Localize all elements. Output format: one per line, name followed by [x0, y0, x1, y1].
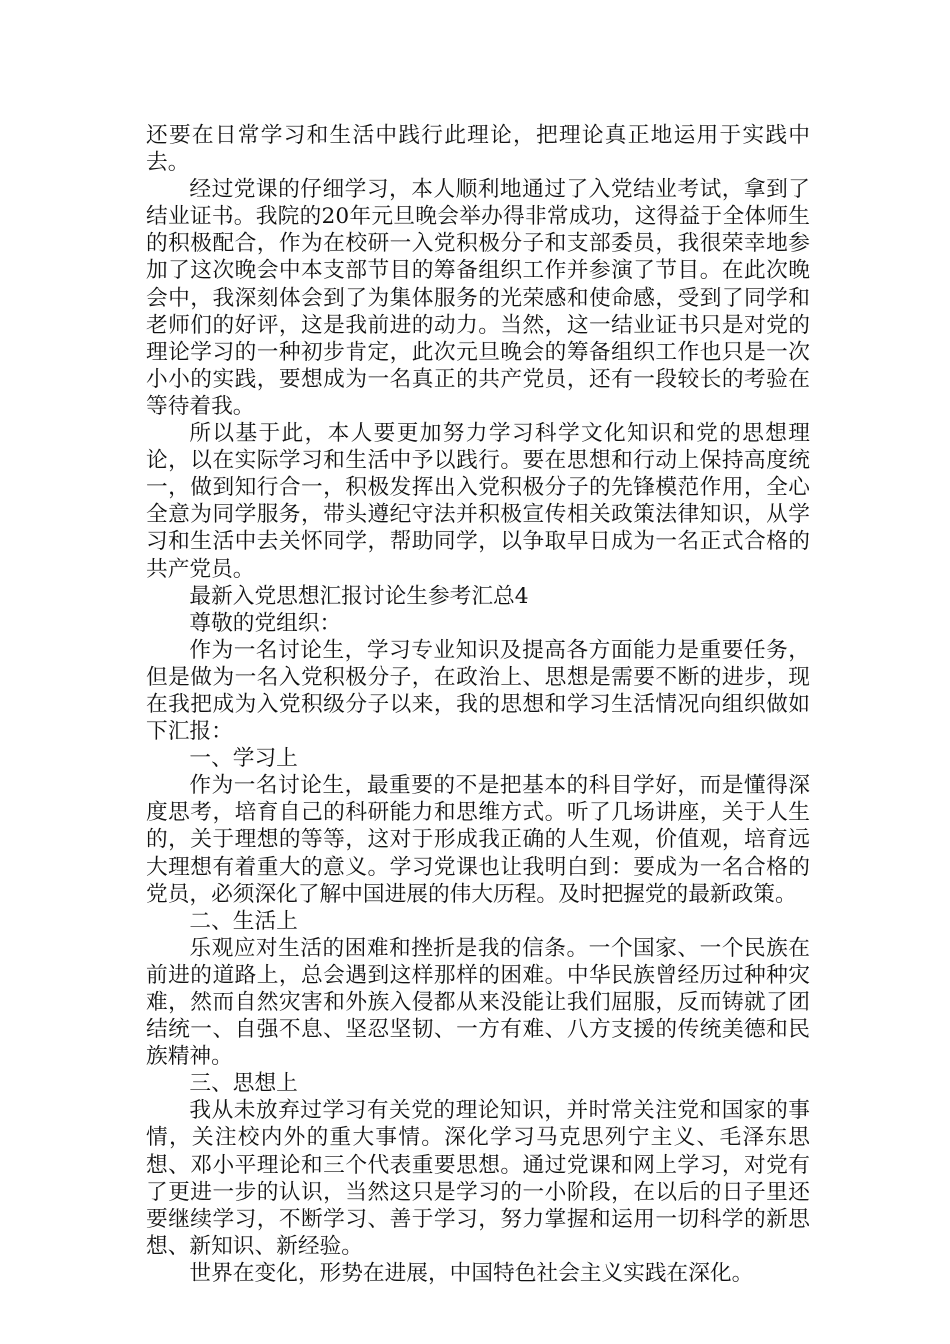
paragraph-thought: 我从未放弃过学习有关党的理论知识，并时常关注党和国家的事情，关注校内外的重大事情。深化学习马克思列宁主义、毛泽东思想、邓小平理论和三个代表重要思想。通过党课和网上学习，对党有了更进一步的认识，当然这只是学习的一小阶段，在以后的日子里还要继续学习，不断学习、善于学习，努力掌握和运用一切科学的新思想、新知识、新经验。	[146, 1098, 810, 1259]
paragraph-final: 世界在变化，形势在进展，中国特色社会主义实践在深化。	[189, 1260, 754, 1286]
paragraph-2: 经过党课的仔细学习，本人顺利地通过了入党结业考试，拿到了结业证书。我院的20年元旦晚会举办得非常成功，这得益于全体师生的积极配合，作为在校研一入党积极分子和支部委员，我很荣幸地参加了这次晚会中本支部节目的筹备组织工作并参演了节目。在此次晚会中，我深刻体会到了为集体服务的光荣感和使命感，受到了同学和老师们的好评，这是我前进的动力。当然，这一结业证书只是对党的理论学习的一种初步肯定，此次元旦晚会的筹备组织工作也只是一次小小的实践，要想成为一名真正的共产党员，还有一段较长的考验在等待着我。	[146, 177, 810, 419]
body-text	[146, 122, 810, 1287]
paragraph-1: 还要在日常学习和生活中践行此理论，把理论真正地运用于实践中去。	[146, 123, 810, 176]
heading-study: 一、学习上	[189, 746, 298, 772]
section-title: 最新入党思想汇报讨论生参考汇总4	[189, 583, 529, 609]
paragraph-study: 作为一名讨论生，最重要的不是把基本的科目学好，而是懂得深度思考，培育自己的科研能力和思维方式。听了几场讲座，关于人生的，关于理想的等等，这对于形成我正确的人生观，价值观，培育远大理想有着重大的意义。学习党课也让我明白到：要成为一名合格的党员，必须深化了解中国进展的伟大历程。及时把握党的最新政策。	[146, 773, 810, 907]
salutation: 尊敬的党组织：	[189, 610, 342, 636]
paragraph-intro: 作为一名讨论生，学习专业知识及提高各方面能力是重要任务，但是做为一名入党积极分子，在政治上、思想是需要不断的进步，现在我把成为入党积级分子以来，我的思想和学习生活情况向组织做如下汇报：	[146, 637, 810, 745]
paragraph-life: 乐观应对生活的困难和挫折是我的信条。一个国家、一个民族在前进的道路上，总会遇到这样那样的困难。中华民族曾经历过种种灾难，然而自然灾害和外族入侵都从来没能让我们屈服，反而铸就了团结统一、自强不息、坚忍坚韧、一方有难、八方支援的传统美德和民族精神。	[146, 935, 810, 1070]
paragraph-3: 所以基于此，本人要更加努力学习科学文化知识和党的思想理论，以在实际学习和生活中予以践行。要在思想和行动上保持高度统一，做到知行合一，积极发挥出入党积极分子的先锋模范作用，全心全意为同学服务，带头遵纪守法并积极宣传相关政策法律知识，从学习和生活中去关怀同学，帮助同学，以争取早日成为一名正式合格的共产党员。	[146, 421, 810, 582]
heading-life: 二、生活上	[189, 908, 298, 934]
heading-thought: 三、思想上	[189, 1071, 298, 1097]
